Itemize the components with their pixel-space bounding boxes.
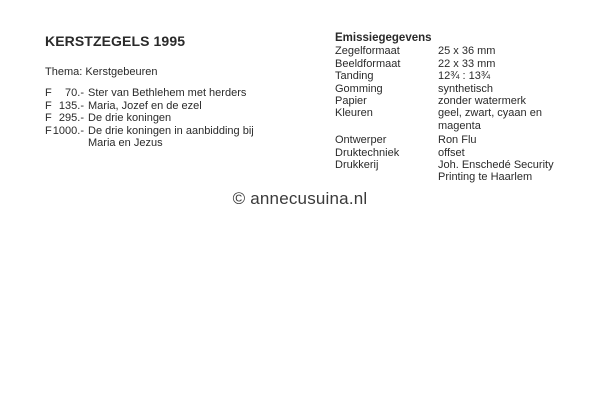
spec-row xyxy=(335,83,554,95)
stamp-description: De drie koningen xyxy=(88,112,172,124)
stamp-value: 295.- xyxy=(58,112,84,124)
emission-title: Emissiegegevens xyxy=(335,32,432,44)
spec-row xyxy=(335,45,554,57)
spec-row xyxy=(335,70,554,82)
spec-value: geel, zwart, cyaan en xyxy=(438,107,542,120)
copyright-watermark: © annecusuina.nl xyxy=(232,189,368,208)
spec-value-continued: magenta xyxy=(438,119,481,132)
stamp-value: 135.- xyxy=(58,99,84,112)
stamp-description: Maria, Jozef en de ezel xyxy=(88,99,202,112)
spec-row xyxy=(335,107,554,119)
spec-row xyxy=(335,95,554,107)
spec-key: Kleuren xyxy=(335,107,373,120)
spec-key: Zegelformaat xyxy=(335,45,400,58)
stamp-value: 1000.- xyxy=(52,124,84,137)
stamp-currency: F xyxy=(45,112,52,124)
theme-line: Thema: Kerstgebeuren xyxy=(45,66,158,78)
stamp-description: Ster van Bethlehem met herders xyxy=(88,87,247,99)
page-title: KERSTZEGELS 1995 xyxy=(45,33,186,49)
spec-value-continued: Printing te Haarlem xyxy=(438,171,533,184)
stamp-currency: F xyxy=(45,99,52,112)
spec-row xyxy=(335,147,554,159)
spec-value: 25 x 36 mm xyxy=(438,45,496,58)
spec-key: Drukkerij xyxy=(335,159,379,172)
spec-value: synthetisch xyxy=(438,82,494,95)
spec-row xyxy=(335,159,554,171)
spec-key: Beeldformaat xyxy=(335,57,401,70)
spec-row-continuation xyxy=(335,171,554,183)
spec-key: Gomming xyxy=(335,82,383,95)
spec-row xyxy=(335,58,554,70)
spec-key: Papier xyxy=(335,95,367,108)
stamp-description-continued: Maria en Jezus xyxy=(88,137,163,149)
spec-key: Ontwerper xyxy=(335,134,387,147)
spec-value: zonder watermerk xyxy=(438,95,527,108)
stamp-value: 70.- xyxy=(65,87,84,99)
spec-value: 22 x 33 mm xyxy=(438,57,496,70)
emission-details xyxy=(335,32,554,184)
stamp-currency: F xyxy=(45,87,52,99)
spec-value: 12¾ : 13¾ xyxy=(438,70,490,83)
spec-key: Tanding xyxy=(335,70,374,83)
spec-key: Druktechniek xyxy=(335,146,400,159)
spec-row xyxy=(335,134,554,146)
stamp-currency: F xyxy=(45,124,52,137)
spec-value: offset xyxy=(438,146,465,159)
stamp-description: De drie koningen in aanbidding bij xyxy=(88,124,254,137)
spec-value: Ron Flu xyxy=(438,134,477,147)
spec-row-continuation xyxy=(335,120,554,132)
spec-value: Joh. Enschedé Security xyxy=(438,159,554,172)
